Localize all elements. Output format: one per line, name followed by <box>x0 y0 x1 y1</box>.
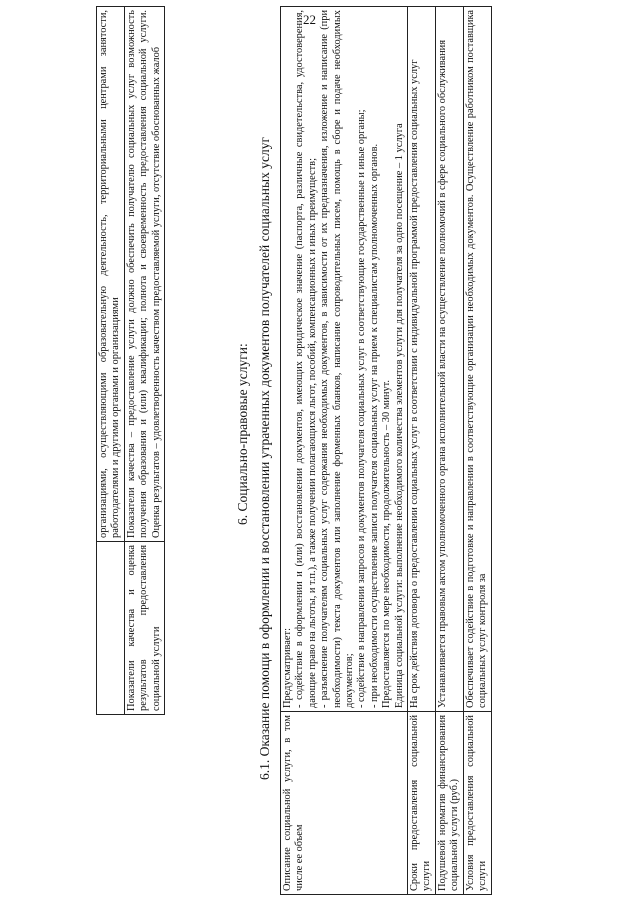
table-cell-text: На срок действия договора о предоставлении социальных услуг в соответствии с индивидуальной программой предоставления социальных услуг <box>408 7 436 712</box>
table-cell-label: Показатели качества и оценка результатов предоставления социальной услуги <box>124 542 164 715</box>
page-number: 22 <box>303 12 316 27</box>
table-row <box>124 7 164 715</box>
table-cell-text: Устанавливается правовым актом уполномоченного органа исполнительной власти на осуществление полномочий в сфере социального обслуживания <box>435 7 463 712</box>
table-cell-text: организациями, осуществляющими образовательную деятельность, территориальными центрами занятости, работодателями и другими органами и организациями <box>97 7 125 542</box>
section-heading: 6. Социально-правовые услуги: <box>235 343 250 525</box>
table-row <box>97 7 125 715</box>
table-cell-label: Подушевой норматив финансирования социальной услуги (руб.) <box>435 712 463 895</box>
description-line: Предоставляется по мере необходимости, продолжительность – 30 минут. <box>381 379 393 708</box>
description-line: - содействие в направлении запросов и документов получателя социальных услуг в соответствующие государственные и иные органы; <box>356 109 368 708</box>
subsection-heading: 6.1. Оказание помощи в оформлении и восстановлении утраченных документов получателей социальных услуг <box>257 137 272 780</box>
table-row <box>463 7 491 895</box>
description-line: - разъяснение получателям социальных услуг содержания необходимых документов, в зависимости от их предназначения, изложение и написание (при необходимости) текста документов или заполнение форменных бланков, написание сопроводительных писем, помощь в сборе и подаче необходимых документов; <box>319 10 356 708</box>
service-description-cell <box>281 7 408 712</box>
description-line: - содействие в оформлении и (или) восстановлении документов, имеющих юридическое значение (паспорта, различные свидетельства, удостоверения, дающие право на льготы, и т.п.), а также получении полагающихся льгот, пособий, компенсационных и иных преимуществ; <box>294 10 318 708</box>
quality-indicators-table <box>96 6 165 715</box>
description-line: Единица социальной услуги: выполнение необходимого количества элементов услуги для получателя за одно посещение – 1 услуга <box>393 123 405 708</box>
description-line: - при необходимости осуществление записи получателя социальных услуг на прием к специалистам уполномоченных органов. <box>368 143 380 708</box>
table-row <box>408 7 436 895</box>
table-cell-text: Обеспечивает содействие в подготовке и направлении в соответствующие организации необходимых документов. Осуществление работником поставщика социальных услуг контроля за <box>463 7 491 712</box>
table-cell-label: Сроки предоставления социальной услуги <box>408 712 436 895</box>
table-row <box>435 7 463 895</box>
table-cell-label: Условия предоставления социальной услуги <box>463 712 491 895</box>
table-cell-label: Описание социальной услуги, в том числе ее объем <box>281 712 408 895</box>
table-cell-label <box>97 542 125 715</box>
table-cell-text: Показатели качества – предоставление услуги должно обеспечить получателю социальных услуг возможность получения образования и (или) квалификации; полнота и своевременность предоставления социальной услуги. Оценка результатов – удовлетворенность качеством предоставляемой услуги, отсутствие обоснованных жалоб <box>124 7 164 542</box>
social-legal-service-table <box>280 6 492 895</box>
description-line: Предусматривает: <box>282 628 293 708</box>
table-row <box>281 7 408 895</box>
